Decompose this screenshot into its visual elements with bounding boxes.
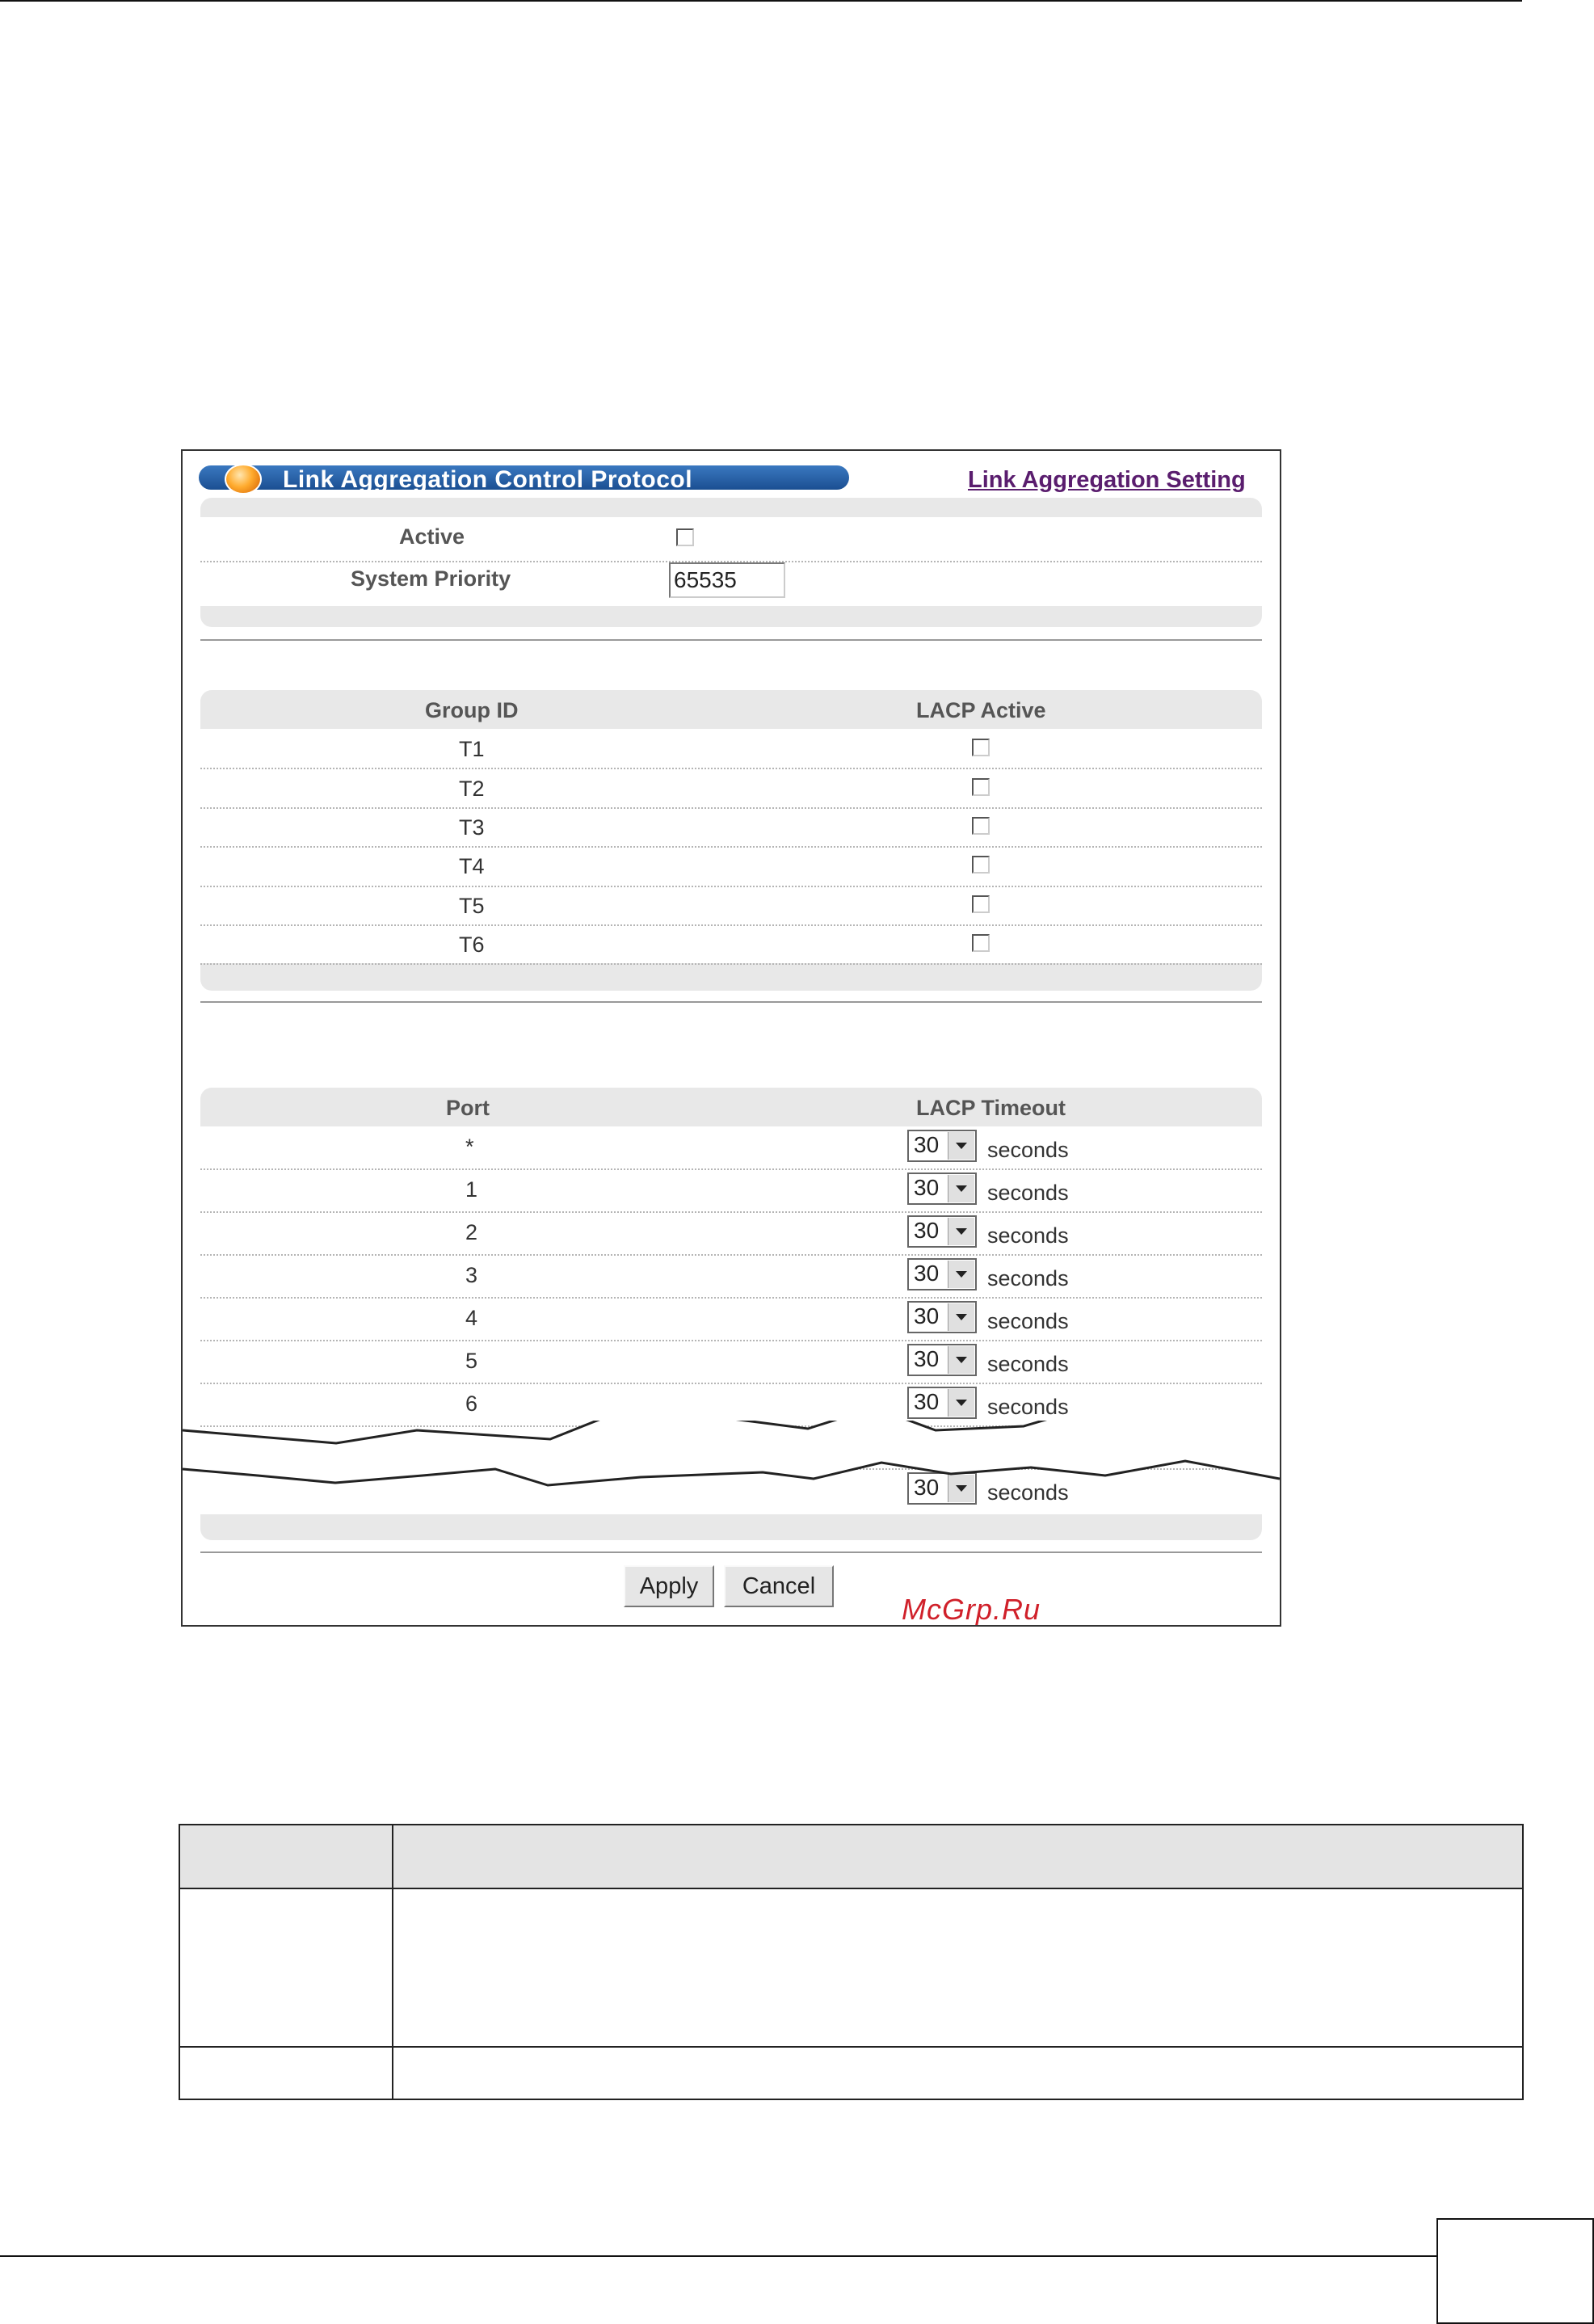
lacp-timeout-select[interactable]: 30	[907, 1215, 977, 1248]
lacp-timeout-select[interactable]: 30	[907, 1173, 977, 1205]
group-row-id: T4	[459, 854, 485, 878]
lacp-timeout-select[interactable]: 30	[907, 1472, 977, 1505]
group-row-id: T1	[459, 737, 485, 761]
chevron-down-icon	[948, 1303, 974, 1331]
cancel-button[interactable]: Cancel	[724, 1565, 834, 1607]
lacp-active-checkbox[interactable]	[972, 895, 990, 913]
group-row-id: T5	[459, 894, 485, 918]
seconds-unit: seconds	[987, 1352, 1069, 1376]
chevron-down-icon	[948, 1218, 974, 1245]
group-table	[200, 690, 1262, 991]
group-row-id: T2	[459, 777, 485, 801]
seconds-unit: seconds	[987, 1223, 1069, 1248]
port-number: 3	[465, 1263, 478, 1287]
port-number: 6	[465, 1391, 478, 1416]
page-title: Link Aggregation Control Protocol	[283, 466, 693, 493]
group-row-id: T6	[459, 933, 485, 957]
bottom-rule	[0, 2255, 1438, 2257]
apply-button[interactable]: Apply	[624, 1565, 714, 1607]
port-number: 4	[465, 1306, 478, 1330]
seconds-unit: seconds	[987, 1181, 1069, 1205]
group-id-header: Group ID	[425, 698, 519, 722]
port-number: 5	[465, 1349, 478, 1373]
active-label: Active	[399, 524, 465, 549]
page-break-tear	[183, 1421, 1280, 1501]
seconds-unit: seconds	[987, 1395, 1069, 1419]
seconds-unit: seconds	[987, 1480, 1069, 1505]
lacp-active-checkbox[interactable]	[972, 934, 990, 952]
orb-icon	[225, 464, 262, 495]
port-number: 1	[465, 1177, 478, 1202]
chevron-down-icon	[948, 1346, 974, 1374]
chevron-down-icon	[948, 1175, 974, 1202]
seconds-unit: seconds	[987, 1138, 1069, 1162]
group-row-id: T3	[459, 815, 485, 840]
lacp-timeout-select[interactable]: 30	[907, 1130, 977, 1162]
seconds-unit: seconds	[987, 1309, 1069, 1333]
port-number: 2	[465, 1220, 478, 1244]
divider	[200, 1001, 1262, 1003]
lacp-active-checkbox[interactable]	[972, 856, 990, 874]
link-aggregation-setting-link[interactable]: Link Aggregation Setting	[968, 467, 1246, 493]
table-header	[180, 1825, 1522, 1889]
chevron-down-icon	[948, 1132, 974, 1160]
port-header: Port	[446, 1096, 490, 1120]
lacp-timeout-select[interactable]: 30	[907, 1258, 977, 1290]
top-rule	[0, 0, 1522, 2]
description-table	[179, 1824, 1524, 2100]
lacp-timeout-select[interactable]: 30	[907, 1344, 977, 1376]
lacp-active-checkbox[interactable]	[972, 739, 990, 756]
lacp-timeout-select[interactable]: 30	[907, 1301, 977, 1333]
port-number: *	[465, 1135, 474, 1159]
system-priority-label: System Priority	[351, 566, 511, 591]
seconds-unit: seconds	[987, 1266, 1069, 1290]
title-bar	[199, 465, 849, 491]
system-priority-input[interactable]	[669, 562, 785, 598]
active-checkbox[interactable]	[676, 528, 694, 546]
lacp-active-checkbox[interactable]	[972, 817, 990, 835]
divider	[200, 639, 1262, 641]
lacp-active-checkbox[interactable]	[972, 778, 990, 796]
lacp-timeout-select[interactable]: 30	[907, 1387, 977, 1419]
divider	[200, 1551, 1262, 1553]
page-number-box	[1436, 2218, 1594, 2324]
lacp-timeout-header: LACP Timeout	[916, 1096, 1066, 1120]
watermark: McGrp.Ru	[902, 1593, 1041, 1626]
lacp-screenshot	[181, 449, 1281, 1627]
global-settings-panel	[200, 498, 1262, 627]
chevron-down-icon	[948, 1389, 974, 1417]
chevron-down-icon	[948, 1261, 974, 1288]
lacp-active-header: LACP Active	[916, 698, 1046, 722]
